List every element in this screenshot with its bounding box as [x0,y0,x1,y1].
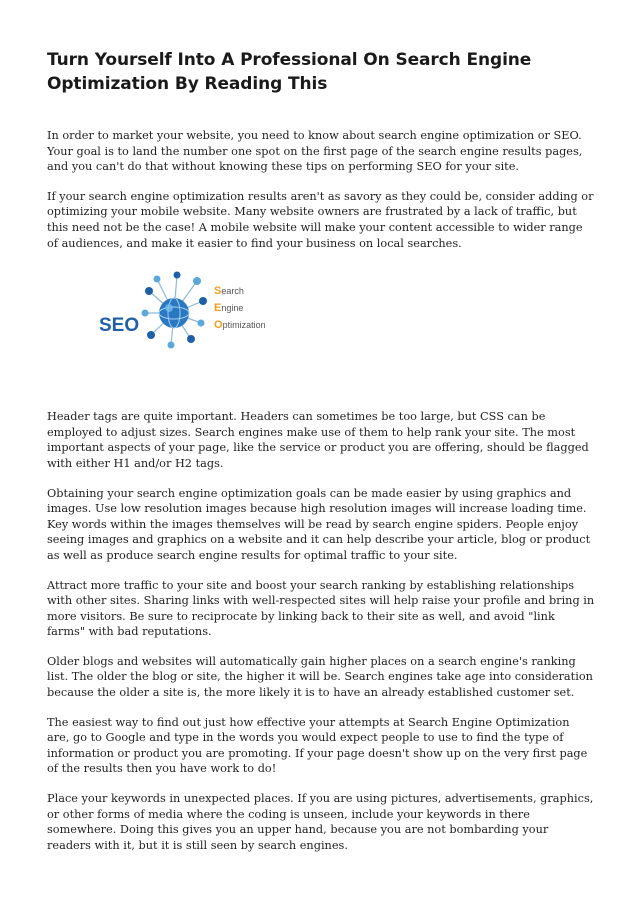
article-title: Turn Yourself Into A Professional On Search Engine Optimization By Reading This [47,50,532,94]
seo-graphic [47,271,595,361]
paragraph: If your search engine optimization results aren't as savory as they could be, consider adding or optimizing your mobile website. Many website owners are frustrated by a lack of traffic, but this need not be the case! A mobile website will make your content accessible to wider range of audiences, and make it easier to find your business on local searches. [47,189,594,250]
svg-text:Optimization [214,319,266,331]
svg-text:Engine [214,302,243,314]
word-engine: ngine [221,303,244,314]
seo-logo-text: SEO [99,315,140,337]
initial-s: S [214,285,222,298]
seo-network-illustration [87,271,327,361]
paragraph: Obtaining your search engine optimization goals can be made easier by using graphics and images. Use low resolution images because high resolution images will increase loading time. Key words within the images themselves will be read by search engine spiders. People enjoy seeing images and graphics on a website and it can help describe your article, blog or product as well as produce search engine results for optimal traffic to your site. [47,486,591,562]
paragraph: In order to market your website, you need to know about search engine optimization or SEO. Your goal is to land the number one spot on the first page of the search engine results pages, and you can't do that without knowing these tips on performing SEO for your site. [47,129,583,174]
initial-o: O [214,319,223,332]
initial-e: E [214,302,222,315]
paragraph: The easiest way to find out just how effective your attempts at Search Engine Optimization are, go to Google and type in the words you would expect people to use to find the type of information or product you are promoting. If your page doesn't show up on the very first page of the results then you have work to do! [47,715,588,776]
document-page [47,48,595,867]
paragraph: Header tags are quite important. Headers can sometimes be too large, but CSS can be employed to adjust sizes. Search engines make use of them to help rank your site. The most important aspects of your page, like the service or product you are offering, should be flagged with either H1 and/or H2 tags. [47,410,589,470]
paragraph: Place your keywords in unexpected places. If you are using pictures, advertisements, graphics, or other forms of media where the coding is unseen, include your keywords in there somewhere. Doing this gives you an upper hand, because you are not bombarding your readers with it, but it is still seen by search engines. [47,792,594,852]
paragraph: Attract more traffic to your site and boost your search ranking by establishing relationships with other sites. Sharing links with well-respected sites will help raise your profile and bring in more visitors. Be sure to reciprocate by linking back to their site as well, and avoid "link farms" with bad reputations. [47,578,595,639]
word-optimization: ptimization [222,320,266,331]
word-search: earch [221,286,244,297]
globe-icon [159,298,189,328]
seo-expansion [214,285,266,331]
paragraph: Older blogs and websites will automatically gain higher places on a search engine's ranking list. The older the blog or site, the higher it will be. Search engines take age into consideration because the older a site is, the more likely it is to have an already established customer set. [47,654,593,700]
svg-text:Search [214,285,244,297]
